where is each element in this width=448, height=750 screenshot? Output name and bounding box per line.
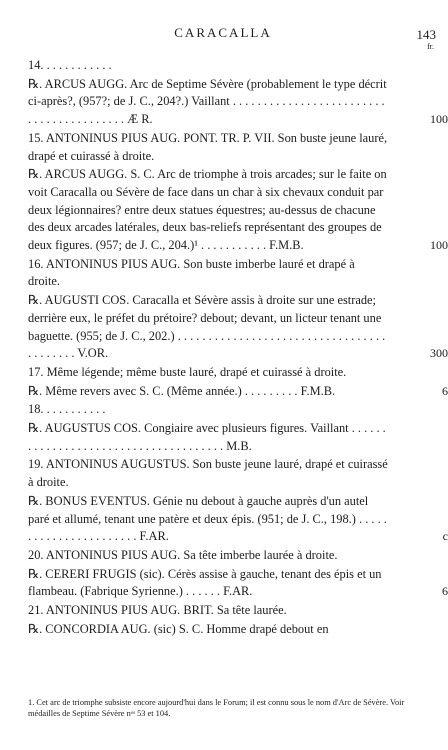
entry-19 bbox=[28, 456, 388, 491]
entry-text: ℞. ARCUS AUGG. S. C. Arc de triomphe à trois arcades; sur le faite on voit Caracalla ou Sévère de face dans un char à six chevaux conduit par deux légionnaires? entre deux statues équestres; au-dessus de chacune des deux arcades latérales, deux bas-reliefs représentant des groupes de deux figures. (957; de J. C., 204.)¹ . . . . . . . . . . . F.M.B. bbox=[28, 167, 387, 253]
footnote: 1. Cet arc de triomphe subsiste encore aujourd'hui dans le Forum; il est connu sous le nom d'Arc de Sévère. Voir médailles de Septime Sévère nᵒˢ 53 et 104. bbox=[28, 698, 405, 718]
entry-text: ℞. AUGUSTI COS. Caracalla et Sévère assis à droite sur une estrade; derrière eux, le préfet du prétoire? debout; devant, un licteur tenant une baguette. (955; de J. C., 202.) . . . . . . . . . . . . . . . . . . . . . . . . . . . . . . . . . . . . . . . . . . V.OR. bbox=[28, 293, 386, 361]
entry-text: ℞. AUGUSTUS COS. Congiaire avec plusieurs figures. Vaillant . . . . . . . . . . . . . . . . . . . . . . . . . . . . . . . . . . . . . . M.B. bbox=[28, 421, 386, 453]
catalog-body bbox=[28, 57, 448, 640]
price: 100 bbox=[430, 238, 448, 253]
entry-15 bbox=[28, 130, 388, 165]
entry-text: ℞. CERERI FRUGIS (sic). Cérès assise à gauche, tenant des épis et un flambeau. (Fabrique Syrienne.) . . . . . . F.AR. bbox=[28, 566, 382, 599]
entry-17 bbox=[28, 364, 388, 382]
entry-14-reverse bbox=[28, 76, 448, 129]
entry-15-reverse bbox=[28, 166, 448, 255]
entry-text: ℞. ARCUS AUGG. Arc de Septime Sévère (probablement le type décrit ci-après?, (957?; de J. C., 204?.) Vaillant . . . . . . . . . . . . . . . . . . . . . . . . . . . . . . . . . . . . . . . . . Æ R. bbox=[28, 76, 387, 127]
entry-text: ℞. BONUS EVENTUS. Génie nu debout à gauche auprès d'un autel paré et allumé, tenant une patère et deux épis. (951; de J. C., 198.) . . . . . . . . . . . . . . . . . . . . . . . F.AR. bbox=[28, 493, 387, 544]
entry-20-reverse bbox=[28, 566, 448, 601]
entry-18 bbox=[28, 401, 388, 419]
price: 6 bbox=[442, 383, 448, 398]
page-number: 143 bbox=[416, 27, 436, 42]
price: c bbox=[442, 529, 448, 544]
entry-text: 20. ANTONINUS PIUS AUG. Sa tête imberbe laurée à droite. bbox=[28, 547, 338, 562]
entry-16-reverse bbox=[28, 292, 448, 363]
price: 100 bbox=[430, 112, 448, 127]
price: 300 bbox=[430, 346, 448, 361]
entry-text: 14. . . . . . . . . . . . bbox=[28, 58, 112, 72]
entry-text: 19. ANTONINUS AUGUSTUS. Son buste jeune lauré, drapé et cuirassé à droite. bbox=[28, 457, 388, 490]
entry-14 bbox=[28, 57, 388, 75]
entry-text: 18. . . . . . . . . . . bbox=[28, 402, 106, 417]
entry-text: 21. ANTONINUS PIUS AUG. BRIT. Sa tête laurée. bbox=[28, 603, 287, 618]
entry-20 bbox=[28, 547, 388, 565]
page-sub-mark: fr. bbox=[427, 42, 434, 51]
entry-text: 15. ANTONINUS PIUS AUG. PONT. TR. P. VII. Son buste jeune lauré, drapé et cuirassé à droite. bbox=[28, 130, 388, 163]
entry-18-reverse bbox=[28, 420, 388, 455]
entry-text: ℞. CONCORDIA AUG. (sic) S. C. Homme drapé debout en bbox=[28, 621, 329, 636]
entry-21 bbox=[28, 602, 388, 620]
entry-19-reverse bbox=[28, 493, 448, 546]
entry-text: ℞. Même revers avec S. C. (Même année.) . . . . . . . . . F.M.B. bbox=[28, 383, 336, 398]
price: 6 bbox=[442, 584, 448, 599]
entry-21-reverse bbox=[28, 621, 388, 639]
running-title: CARACALLA bbox=[174, 25, 272, 40]
entry-text: 16. ANTONINUS PIUS AUG. Son buste imberbe lauré et drapé à droite. bbox=[28, 256, 355, 289]
entry-17-reverse bbox=[28, 383, 448, 401]
entry-16 bbox=[28, 256, 388, 291]
entry-text: 17. Même légende; même buste lauré, drapé et cuirassé à droite. bbox=[28, 364, 347, 379]
